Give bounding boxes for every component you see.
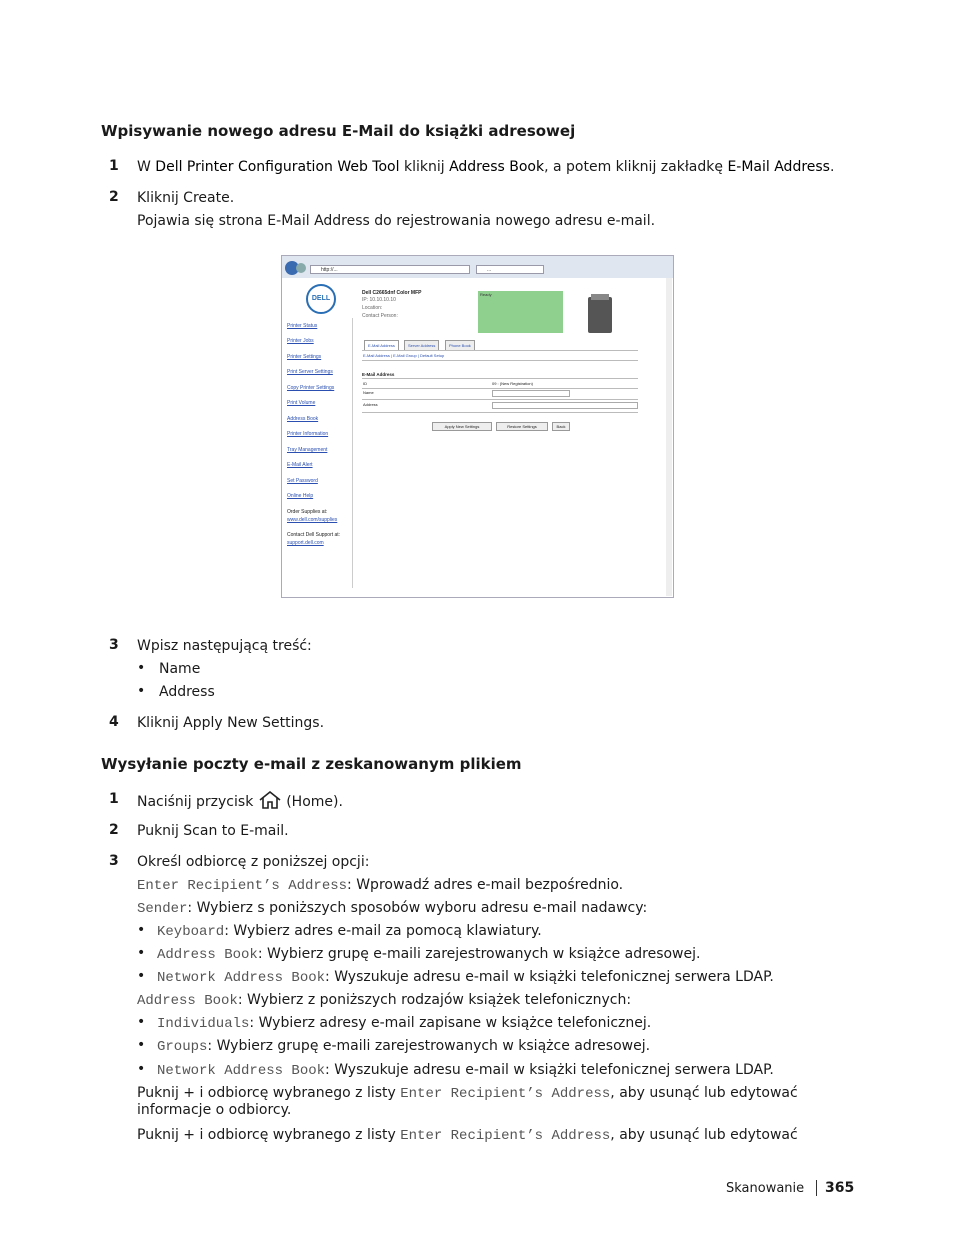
list-item: Name [159,661,201,677]
dell-logo: DELL [306,284,336,314]
option-line: Individuals: Wybierz adresy e-mail zapisane w książce telefonicznej. [157,1015,652,1032]
section-heading-add-email: Wpisywanie nowego adresu E-Mail do książki adresowej [101,122,576,140]
printer-location: Location: [362,305,383,311]
forward-icon [296,263,306,273]
sidebar-link[interactable]: Address Book [287,416,319,422]
step-number: 4 [109,714,119,730]
sidebar-link[interactable]: Printer Status [287,323,318,329]
divider [362,360,638,361]
printer-ip: IP: 10.10.10.10 [362,297,396,303]
paragraph: Puknij + i odbiorcę wybranego z listy Enter Recipient’s Address, aby usunąć lub edytować [137,1127,798,1144]
browser-toolbar [282,256,673,278]
step-number: 2 [109,822,119,838]
step-number: 2 [109,189,119,205]
step-text: Kliknij Apply New Settings. [137,715,325,731]
divider [362,412,638,413]
sidebar-label: Contact Dell Support at: [287,532,341,538]
step-text: Kliknij Create. [137,190,235,206]
divider [362,350,638,351]
divider [362,388,638,389]
step-text: Pojawia się strona E-Mail Address do rejestrowania nowego adresu e-mail. [137,213,656,229]
step-text: W Dell Printer Configuration Web Tool kliknij Address Book, a potem kliknij zakładkę E-Mail Address. [137,159,835,175]
sidebar-link[interactable]: Online Help [287,493,314,499]
step-text: Wpisz następującą treść: [137,638,312,654]
tab-phone-book[interactable]: Phone Book [445,340,475,351]
option-line: Sender: Wybierz s poniższych sposobów wyboru adresu e-mail nadawcy: [137,900,648,917]
divider [362,399,638,400]
sidebar-link[interactable]: www.dell.com/supplies [287,517,338,523]
sidebar-link[interactable]: Print Server Settings [287,369,333,375]
bullet: • [137,660,146,676]
sidebar-label: Order Supplies at: [287,509,328,515]
step-number: 1 [109,158,119,174]
sidebar-link[interactable]: E-Mail Alert [287,462,313,468]
sidebar-link[interactable]: support.dell.com [287,540,324,546]
bullet: • [137,1037,146,1053]
list-item: Address [159,684,215,700]
bullet: • [137,922,146,938]
apply-new-settings-button[interactable]: Apply New Settings [432,422,492,431]
printer-image-top [591,294,609,300]
divider [362,378,638,379]
sidebar-link[interactable]: Printer Information [287,431,329,437]
sidebar-link[interactable]: Printer Settings [287,354,322,360]
sidebar-link[interactable]: Tray Management [287,447,328,453]
address-input[interactable] [492,402,638,409]
bullet: • [137,1014,146,1030]
sidebar-link[interactable]: Set Password [287,478,318,484]
form-title: E-Mail Address [362,372,395,377]
name-input[interactable] [492,390,570,397]
option-line: Keyboard: Wybierz adres e-mail za pomocą klawiatury. [157,923,542,940]
field-label-id: ID [363,381,367,386]
step-number: 1 [109,791,119,807]
status-panel: Ready [478,291,563,333]
paragraph: informacje o odbiorcy. [137,1102,292,1118]
field-label-address: Address [363,402,378,407]
sidebar-link[interactable]: Copy Printer Settings [287,385,335,391]
scrollbar[interactable] [666,278,672,596]
bullet: • [137,1061,146,1077]
option-line: Groups: Wybierz grupę e-maili zarejestrowanych w książce adresowej. [157,1038,651,1055]
restore-settings-button[interactable]: Restore Settings [496,422,548,431]
section-heading-send-email: Wysyłanie poczty e-mail z zeskanowanym plikiem [101,755,522,773]
step-text: Określ odbiorcę z poniższej opcji: [137,854,370,870]
sidebar-link[interactable]: Print Volume [287,400,316,406]
printer-image [588,297,612,333]
step-text: Puknij Scan to E-mail. [137,823,289,839]
field-label-name: Name [363,390,374,395]
option-line: Address Book: Wybierz grupę e-maili zarejestrowanych w książce adresowej. [157,946,701,963]
embedded-screenshot [281,255,674,598]
browser-tab: ... [476,265,544,274]
back-button[interactable]: Back [552,422,570,431]
home-icon [258,791,282,814]
bullet: • [137,968,146,984]
tab-email-address[interactable]: E-Mail Address [364,340,399,351]
footer-section: Skanowanie [726,1181,805,1196]
subnav[interactable]: E-Mail Address | E-Mail Group | Default Setup [363,353,445,358]
tab-server-address[interactable]: Server Address [404,340,439,351]
step-number: 3 [109,637,119,653]
paragraph: Puknij + i odbiorcę wybranego z listy Enter Recipient’s Address, aby usunąć lub edytować [137,1085,798,1102]
page-number: 365 [825,1180,855,1196]
sidebar-divider [352,318,353,588]
step-number: 3 [109,853,119,869]
printer-name: Dell C2665dnf Color MFP [362,290,422,296]
option-line: Address Book: Wybierz z poniższych rodzajów książek telefonicznych: [137,992,632,1009]
option-line: Network Address Book: Wyszukuje adresu e-mail w książki telefonicznej serwera LDAP. [157,969,774,986]
option-line: Enter Recipient’s Address: Wprowadź adres e-mail bezpośrednio. [137,877,624,894]
option-line: Network Address Book: Wyszukuje adresu e-mail w książki telefonicznej serwera LDAP. [157,1062,774,1079]
address-bar: http://... [310,265,470,274]
bullet: • [137,683,146,699]
sidebar-link[interactable]: Printer Jobs [287,338,314,344]
step-text: Naciśnij przycisk (Home). [137,791,343,814]
footer-divider [816,1180,817,1196]
printer-contact: Contact Person: [362,313,398,319]
bullet: • [137,945,146,961]
field-value-id: 09 : (New Registration) [492,381,533,386]
